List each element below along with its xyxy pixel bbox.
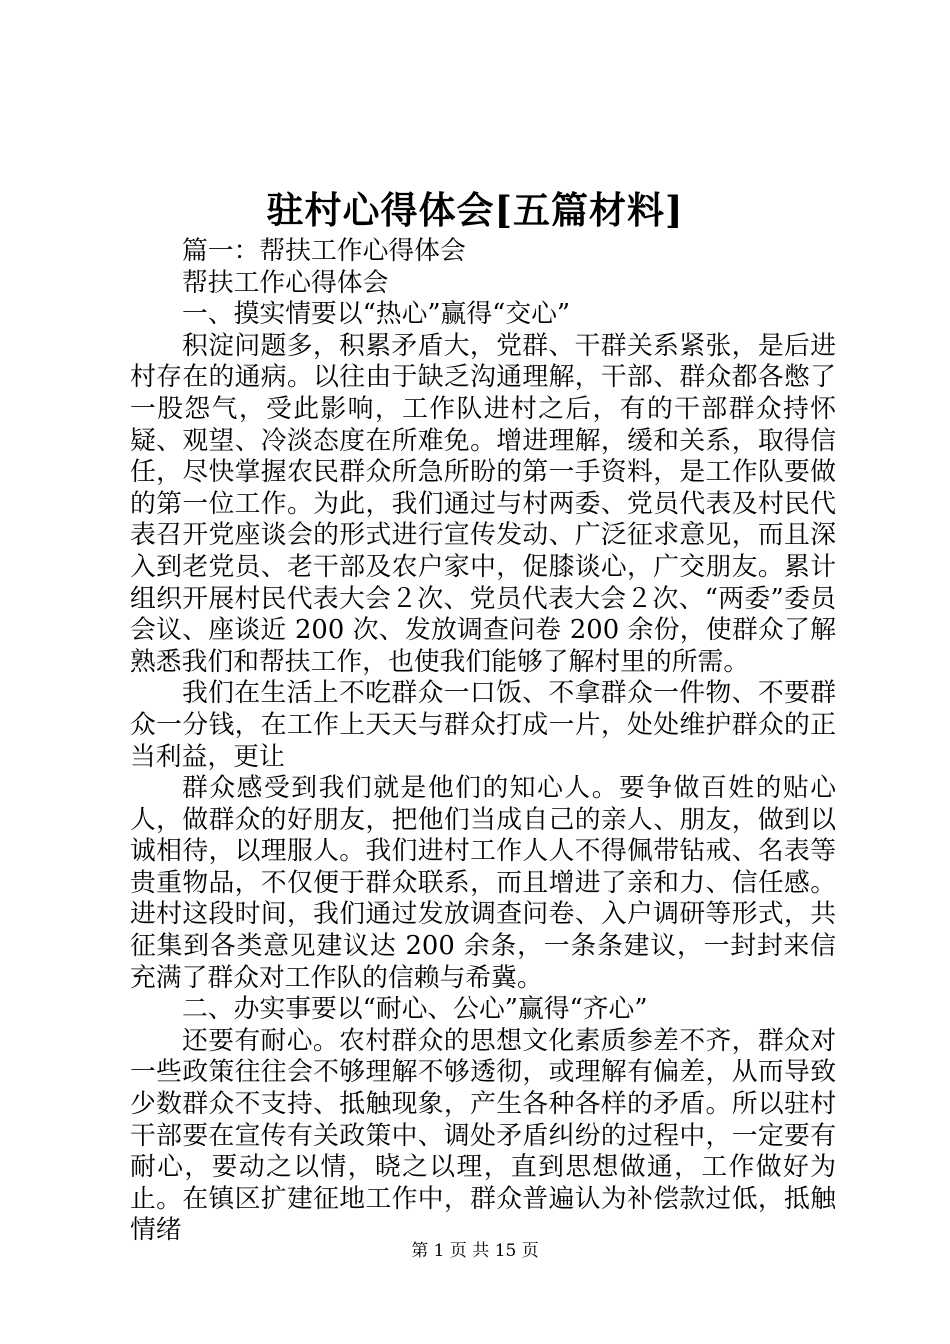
paragraph: 还要有耐心。农村群众的思想文化素质参差不齐，群众对一些政策往往会不够理解不够透彻，或理解有偏差，从而导致少数群众不支持、抵触现象，产生各种各样的矛盾。所以驻村干部要在宣传有关政策中、调处矛盾纠纷的过程中，一定要有耐心，要动之以情，晓之以理，直到思想做通，工作做好为止。在镇区扩建征地工作中，群众普遍认为补偿款过低，抵触情绪 [130, 1025, 836, 1246]
subsection-heading-1: 一、摸实情要以“热心”赢得“交心” [182, 299, 571, 330]
page-footer: 第 1 页 共 15 页 [411, 1241, 539, 1261]
document-title: 驻村心得体会[五篇材料] [266, 188, 684, 232]
paragraph: 积淀问题多，积累矛盾大，党群、干群关系紧张，是后进村存在的通病。以往由于缺乏沟通理解，干部、群众都各憋了一股怨气，受此影响，工作队进村之后，有的干部群众持怀疑、观望、冷淡态度在所难免。增进理解，缓和关系，取得信任，尽快掌握农民群众所急所盼的第一手资料，是工作队要做的第一位工作。为此，我们通过与村两委、党员代表及村民代表召开党座谈会的形式进行宣传发动、广泛征求意见，而且深入到老党员、老干部及农户家中，促膝谈心，广交朋友。累计组织开展村民代表大会２次、党员代表大会２次、“两委”委员会议、座谈近 200 次、发放调查问卷 200 余份，使群众了解熟悉我们和帮扶工作，也使我们能够了解村里的所需。 [130, 330, 836, 677]
paragraph: 我们在生活上不吃群众一口饭、不拿群众一件物、不要群众一分钱，在工作上天天与群众打成一片，处处维护群众的正当利益，更让 [130, 678, 836, 772]
paragraph: 群众感受到我们就是他们的知心人。要争做百姓的贴心人，做群众的好朋友，把他们当成自己的亲人、朋友，做到以诚相待，以理服人。我们进村工作人人不得佩带钻戒、名表等贵重物品，不仅便于群众联系，而且增进了亲和力、信任感。进村这段时间，我们通过发放调查问卷、入户调研等形式，共征集到各类意见建议达 200 余条，一条条建议，一封封来信充满了群众对工作队的信赖与希冀。 [130, 773, 836, 993]
subtitle: 帮扶工作心得体会 [182, 267, 389, 298]
document-body [130, 236, 836, 1247]
section-heading: 篇一：帮扶工作心得体会 [182, 236, 466, 266]
subsection-heading-2: 二、办实事要以“耐心、公心”赢得“齐心” [182, 994, 648, 1025]
